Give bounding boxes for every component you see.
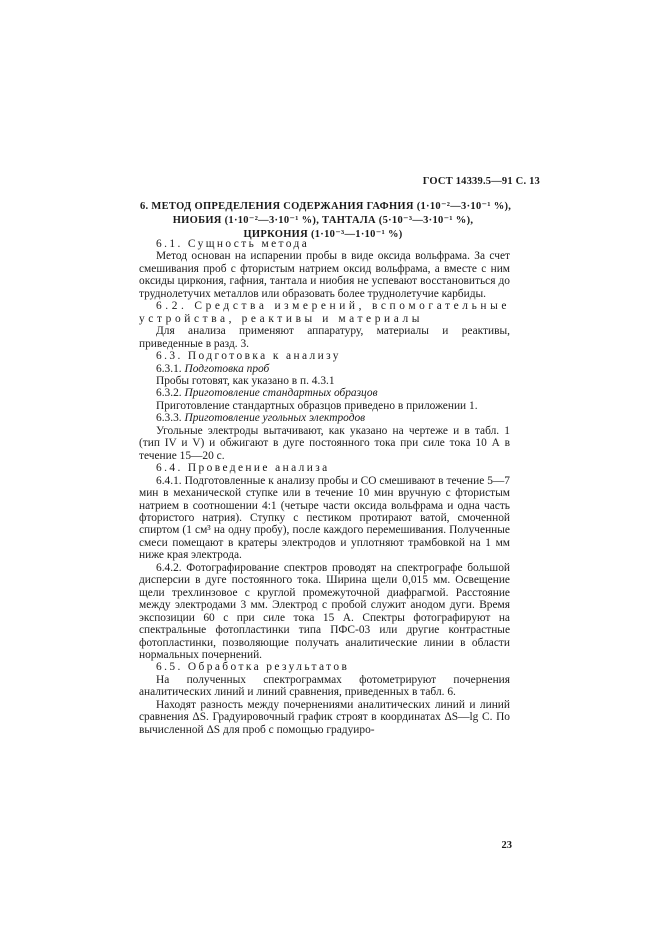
heading-6-5: 6.5. Обработка результатов (156, 661, 350, 674)
heading-6-4: 6.4. Проведение анализа (156, 462, 330, 475)
paragraph-6-3-3: Угольные электроды вытачивают, как указано на чертеже и в табл. 1 (тип IV и V) и обжигают в дуге постоянного тока при силе тока 10 А в течение 15—20 с. (139, 424, 510, 462)
page-number: 23 (501, 840, 512, 851)
subheading-6-3-2-number: 6.3.2. (156, 387, 182, 400)
standard-header: ГОСТ 14339.5—91 С. 13 (422, 176, 540, 187)
heading-6-2: 6.2. Средства измерений, вспомогательные устройства, реактивы и материалы (139, 300, 510, 325)
paragraph-6-1: Метод основан на испарении пробы в виде оксида вольфрама. За счет смешивания проб с фтористым натрием оксид вольфрама, а вместе с ним оксиды циркония, гафния, тантала и ниобия не успевают восстановиться до труднолетучих металлов или образовать более труднолетучие карбиды. (139, 250, 510, 300)
paragraph-6-2: Для анализа применяют аппаратуру, материалы и реактивы, приведенные в разд. 3. (139, 325, 510, 350)
section-6-title-line-3: ЦИРКОНИЯ (1·10⁻³—1·10⁻¹ %) (243, 229, 403, 240)
subheading-6-3-3-title: Приготовление угольных электродов (184, 412, 366, 425)
paragraph-6-3-1: Пробы готовят, как указано в п. 4.3.1 (156, 374, 335, 387)
section-6-title-line-2: НИОБИЯ (1·10⁻²—3·10⁻¹ %), ТАНТАЛА (5·10⁻³—3·10⁻¹ %), (172, 215, 474, 226)
paragraph-6-4-2: 6.4.2. Фотографирование спектров проводят на спектрографе большой дисперсии в дуге постоянного тока. Ширина щели 0,015 мм. Освещение щели трехлинзовое с круглой промежуточной диафрагмой. Расстояние между электродами 3 мм. Электрод с пробой служит анодом дуги. Время экспозиции 60 с при силе тока 15 А. Спектры фотографируют на спектральные фотопластинки типа ПФС-03 или другие контрастные фотопластинки, позволяющие получать аналитические линии в области нормальных почернений. (139, 561, 510, 661)
paragraph-6-5-1: На полученных спектрограммах фотометрируют почернения аналитических линий и линий сравнения, приведенных в табл. 6. (139, 673, 510, 699)
subheading-6-3-3 (139, 412, 510, 424)
subheading-6-3-1-title: Подготовка проб (184, 362, 270, 375)
section-6-title-line-1: 6. МЕТОД ОПРЕДЕЛЕНИЯ СОДЕРЖАНИЯ ГАФНИЯ (1·10⁻²—3·10⁻¹ %), (140, 201, 512, 212)
section-6-body (139, 238, 510, 736)
heading-6-1: 6.1. Сущность метода (156, 238, 310, 250)
subheading-6-3-1-number: 6.3.1. (156, 362, 182, 375)
subheading-6-3-2-title: Приготовление стандартных образцов (184, 387, 378, 400)
heading-6-3: 6.3. Подготовка к анализу (156, 350, 341, 363)
section-6-title (140, 200, 512, 242)
subheading-6-3-1 (139, 363, 510, 375)
paragraph-6-3-2: Приготовление стандартных образцов приведено в приложении 1. (156, 399, 478, 412)
paragraph-6-4-1: 6.4.1. Подготовленные к анализу пробы и СО смешивают в течение 5—7 мин в механической ступке или в течение 10 мин вручную с фтористым натрием в соотношении 4:1 (четыре части оксида вольфрама и одна часть фтористого натрия). Ступку с пестиком протирают ватой, смоченной спиртом (1 см³ на одну пробу), после каждого перемешивания. Полученные смеси помещают в кратеры электродов и уплотняют трамбовкой на 1 мм ниже края электрода. (139, 474, 510, 562)
paragraph-6-5-2: Находят разность между почернениями аналитических линий и линий сравнения ΔS. Градуировочный график строят в координатах ΔS—lg C. По вычисленной ΔS для проб с помощью градуиро- (139, 698, 510, 736)
subheading-6-3-2 (139, 387, 510, 399)
subheading-6-3-3-number: 6.3.3. (156, 412, 182, 425)
